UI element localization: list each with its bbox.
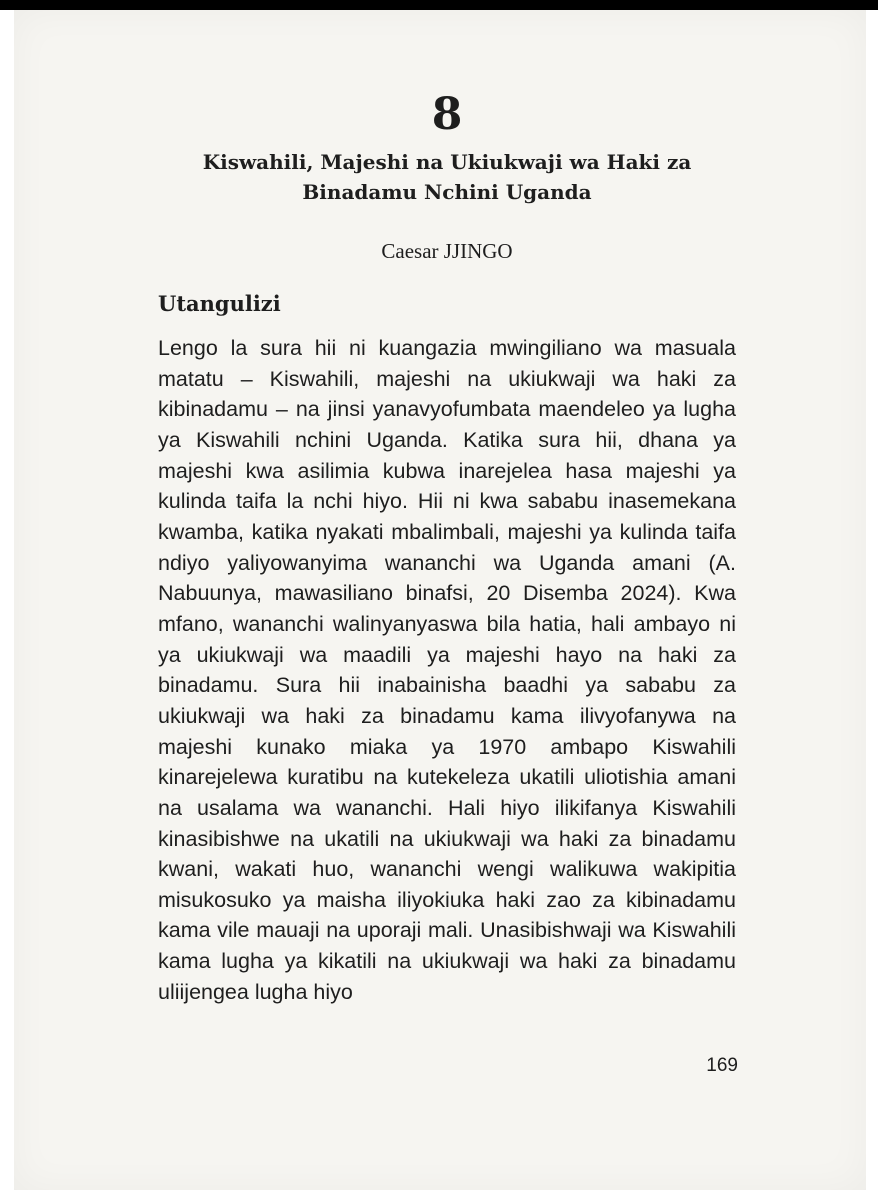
chapter-title: Kiswahili, Majeshi na Ukiukwaji wa Haki za Binadamu Nchini Uganda — [202, 150, 692, 204]
chapter-author: Caesar JJINGO — [381, 239, 513, 263]
body-paragraph: Lengo la sura hii ni kuangazia mwingiliano wa masuala matatu – Kiswahili, majeshi na ukiukwaji wa haki za kibinadamu – na jinsi yanavyofumbata maendeleo ya lugha ya Kiswahili nchini Uganda. Katika sura hii, dhana ya majeshi kwa asilimia kubwa inarejelea hasa majeshi ya kulinda taifa la nchi hiyo. Hii ni kwa sababu inasemekana kwamba, katika nyakati mbalimbali, majeshi ya kulinda taifa ndiyo yaliyowanyima wananchi wa Uganda amani (A. Nabuunya, mawasiliano binafsi, 20 Disemba 2024). Kwa mfano, wananchi walinyanyaswa bila hatia, hali ambayo ni ya ukiukwaji wa maadili ya majeshi hayo na haki za binadamu. Sura hii inabainisha baadhi ya sababu za ukiukwaji wa haki za binadamu kama ilivyofanywa na majeshi kunako miaka ya 1970 ambapo Kiswahili kinarejelewa kuratibu na kutekeleza ukatili uliotishia amani na usalama wa wananchi. Hali hiyo ilikifanya Kiswahili kinasibishwe na ukatili na ukiukwaji wa haki za binadamu kwani, wakati huo, wananchi wengi walikuwa wakipitia misukosuko ya maisha iliyokiuka haki zao za kibinadamu kama vile mauaji na uporaji mali. Unasibishwaji wa Kiswahili kama lugha ya kikatili na ukiukwaji wa haki za binadamu uliijengea lugha hiyo — [158, 336, 736, 1004]
section-heading: Utangulizi — [158, 291, 281, 316]
page-number: 169 — [706, 1055, 738, 1076]
book-page — [14, 10, 866, 1190]
chapter-number: 8 — [431, 89, 463, 140]
scan-top-border — [0, 0, 878, 10]
